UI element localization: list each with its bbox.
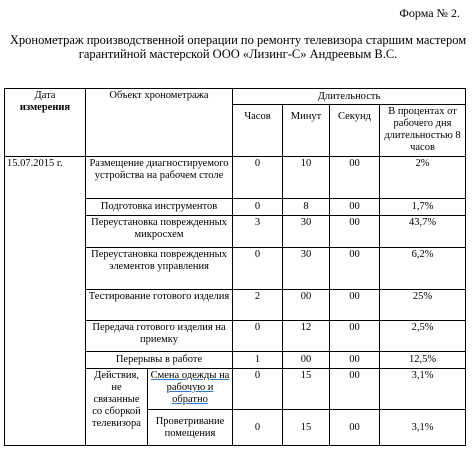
title-line-1: Хронометраж производственной операции по ремонту телевизора старшим мастером — [9, 33, 467, 47]
row-minutes: 12 — [283, 321, 330, 352]
row-minutes: 00 — [283, 290, 330, 321]
row-percent: 43,7% — [380, 216, 466, 248]
table-row — [5, 157, 466, 199]
row-hours: 0 — [233, 369, 283, 410]
header-date — [5, 89, 86, 157]
row-seconds: 00 — [330, 352, 380, 369]
header-minutes: Минут — [283, 105, 330, 157]
row-hours: 0 — [233, 248, 283, 290]
row-object: Перерывы в работе — [86, 352, 233, 369]
timing-table — [4, 88, 466, 446]
row-minutes: 15 — [283, 410, 330, 446]
row-percent: 2% — [380, 157, 466, 199]
row-percent: 6,2% — [380, 248, 466, 290]
row-object: Тестирование готового изделия — [86, 290, 233, 321]
row-hours: 0 — [233, 157, 283, 199]
row-minutes: 30 — [283, 248, 330, 290]
row-percent: 12,5% — [380, 352, 466, 369]
row-hours: 1 — [233, 352, 283, 369]
row-minutes: 8 — [283, 199, 330, 216]
row-hours: 0 — [233, 321, 283, 352]
row-hours: 0 — [233, 199, 283, 216]
row-percent: 3,1% — [380, 410, 466, 446]
row-object: Передача готового изделия на приемку — [86, 321, 233, 352]
row-percent: 1,7% — [380, 199, 466, 216]
row-object: Размещение диагностируемого устройства на рабочем столе — [86, 157, 233, 199]
row-hours: 0 — [233, 410, 283, 446]
form-number: Форма № 2. — [399, 6, 460, 20]
row-minutes: 15 — [283, 369, 330, 410]
sub-row-object: Проветривание помещения — [148, 410, 233, 446]
header-percent: В процентах от рабочего дня длительностью 8 часов — [380, 105, 466, 157]
sub-row-object-text: Смена одежды на рабочую и обратно — [150, 370, 230, 405]
row-seconds: 00 — [330, 248, 380, 290]
document-title — [8, 33, 468, 61]
row-hours: 2 — [233, 290, 283, 321]
header-seconds: Секунд — [330, 105, 380, 157]
header-date-line1: Дата — [34, 90, 56, 101]
row-seconds: 00 — [330, 216, 380, 248]
row-minutes: 00 — [283, 352, 330, 369]
row-seconds: 00 — [330, 369, 380, 410]
row-percent: 3,1% — [380, 369, 466, 410]
row-object: Подготовка инструментов — [86, 199, 233, 216]
row-percent: 2,5% — [380, 321, 466, 352]
row-minutes: 30 — [283, 216, 330, 248]
group-label — [86, 369, 148, 446]
header-row-1 — [5, 89, 466, 105]
row-hours: 3 — [233, 216, 283, 248]
row-minutes: 10 — [283, 157, 330, 199]
header-duration: Длительность — [233, 89, 466, 105]
row-seconds: 00 — [330, 290, 380, 321]
row-percent: 25% — [380, 290, 466, 321]
date-cell: 15.07.2015 г. — [5, 157, 86, 446]
row-object: Переустановка поврежденных элементов управления — [86, 248, 233, 290]
group-label-part1: Действия, не связанные — [93, 370, 140, 405]
header-date-line2: измерения — [19, 102, 71, 113]
header-object: Объект хронометража — [86, 89, 233, 157]
row-seconds: 00 — [330, 321, 380, 352]
row-seconds: 00 — [330, 199, 380, 216]
sub-row-object — [148, 369, 233, 410]
group-label-part2: со сборкой телевизора — [92, 406, 141, 429]
row-seconds: 00 — [330, 157, 380, 199]
title-line-2: гарантийной мастерской ООО «Лизинг-С» Андреевым В.С. — [78, 47, 398, 61]
row-seconds: 00 — [330, 410, 380, 446]
header-hours: Часов — [233, 105, 283, 157]
row-object: Переустановка поврежденных микросхем — [86, 216, 233, 248]
